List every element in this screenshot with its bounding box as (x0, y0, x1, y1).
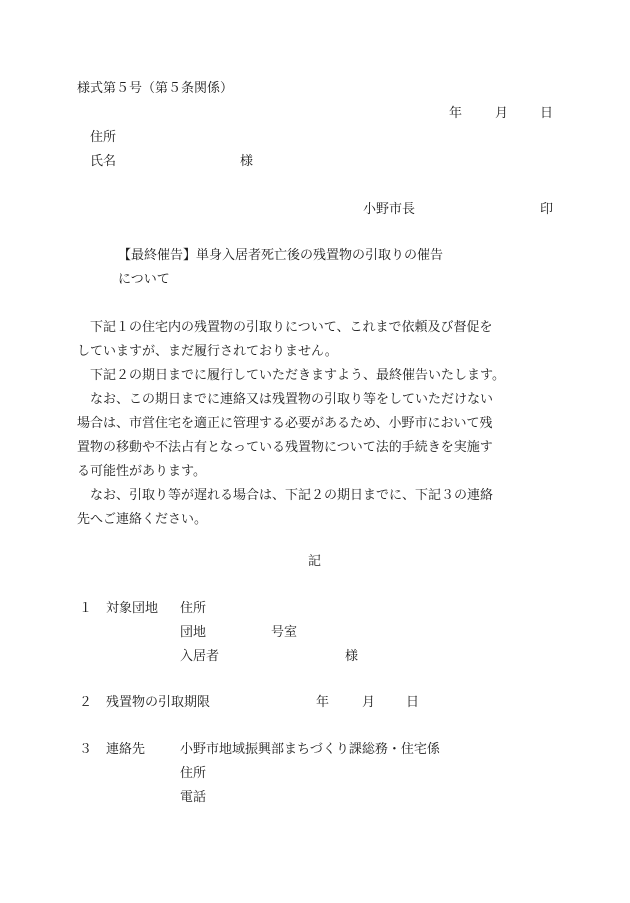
sender-title: 小野市長 (363, 202, 416, 217)
seal-mark: 印 (540, 202, 554, 217)
body-line: なお、この期日までに連絡又は残置物の引取り等をしていただけない (90, 392, 494, 407)
item3-address: 住所 (180, 766, 207, 781)
body-line: る可能性があります。 (77, 464, 206, 479)
item2-label: 残置物の引取期限 (106, 695, 211, 710)
body-line: 下記２の期日までに履行していただきますよう、最終催告いたします。 (90, 368, 505, 383)
ki-heading: 記 (308, 554, 322, 569)
item1-number: １ (79, 601, 93, 616)
date-year: 年 (449, 106, 463, 121)
item1-honorific: 様 (345, 649, 359, 664)
item3-number: ３ (79, 742, 93, 757)
item1-address: 住所 (180, 601, 207, 616)
date-month: 月 (495, 106, 509, 121)
body-line: していますが、まだ履行されておりません。 (77, 344, 338, 359)
item2-number: ２ (79, 695, 93, 710)
addressee-honorific: 様 (240, 154, 254, 169)
body-line: 下記１の住宅内の残置物の引取りについて、これまで依頼及び督促を (90, 320, 493, 335)
subject-line-1: 【最終催告】単身入居者死亡後の残置物の引取りの催告 (118, 248, 444, 263)
item1-resident: 入居者 (180, 649, 220, 664)
item3-label: 連絡先 (106, 742, 146, 757)
item2-month: 月 (362, 695, 376, 710)
item3-department: 小野市地域振興部まちづくり課総務・住宅係 (180, 742, 440, 757)
date-day: 日 (540, 106, 554, 121)
subject-line-2: について (118, 272, 170, 287)
form-number: 様式第５号（第５条関係） (77, 81, 234, 96)
body-line: なお、引取り等が遅れる場合は、下記２の期日までに、下記３の連絡 (90, 488, 494, 503)
addressee-address-label: 住所 (90, 130, 117, 145)
item1-label: 対象団地 (106, 601, 159, 616)
body-line: 先へご連絡ください。 (77, 512, 208, 527)
addressee-name-label: 氏名 (90, 154, 117, 169)
body-line: 場合は、市営住宅を適正に管理する必要があるため、小野市において残 (77, 416, 493, 431)
item2-day: 日 (406, 695, 420, 710)
item3-phone: 電話 (180, 790, 207, 805)
item1-room: 号室 (271, 625, 298, 640)
item2-year: 年 (316, 695, 330, 710)
body-line: 置物の移動や不法占有となっている残置物について法的手続きを実施す (77, 440, 493, 455)
item1-complex: 団地 (180, 625, 207, 640)
